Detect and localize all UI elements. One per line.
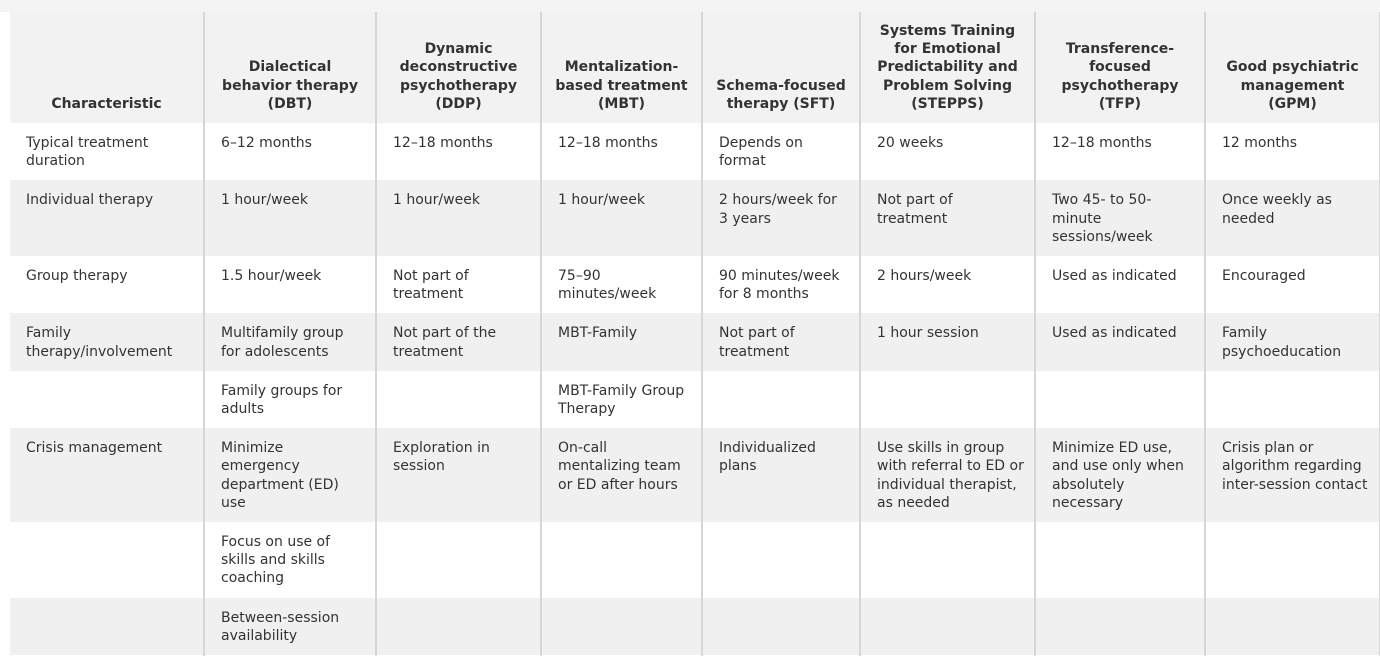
table-cell: Between-session availability [204,598,376,655]
table-row [10,256,1380,313]
table-cell: Not part of treatment [376,256,541,313]
header-cell: Mentalization-based treatment (MBT) [541,12,702,123]
table-cell [10,598,204,655]
table-row [10,313,1380,370]
table-cell: Family psychoeducation [1205,313,1380,370]
table-cell: Typical treatment duration [10,123,204,180]
table-cell [541,598,702,655]
table-cell: Crisis plan or algorithm regarding inter-session contact [1205,428,1380,522]
table-cell: Exploration in session [376,428,541,522]
comparison-table [10,12,1380,656]
table-cell [702,371,860,428]
table-cell [376,371,541,428]
table-cell: Minimize ED use, and use only when absolutely necessary [1035,428,1205,522]
table-cell [376,522,541,598]
table-row [10,180,1380,256]
header-cell: Dialectical behavior therapy (DBT) [204,12,376,123]
header-cell: Systems Training for Emotional Predictability and Problem Solving (STEPPS) [860,12,1035,123]
table-cell [10,522,204,598]
table-cell: Minimize emergency department (ED) use [204,428,376,522]
table-cell: 1 hour/week [376,180,541,256]
table-cell: 75–90 minutes/week [541,256,702,313]
table-cell: Encouraged [1205,256,1380,313]
table-row [10,123,1380,180]
table-cell: Family groups for adults [204,371,376,428]
header-row [10,12,1380,123]
table-cell: 12–18 months [376,123,541,180]
table-cell: MBT-Family [541,313,702,370]
table-cell [1035,371,1205,428]
table-cell: Crisis management [10,428,204,522]
header-cell: Transference-focused psychotherapy (TFP) [1035,12,1205,123]
table-cell [10,371,204,428]
table-cell: 6–12 months [204,123,376,180]
table-cell: Not part of treatment [860,180,1035,256]
header-cell: Good psychiatric management (GPM) [1205,12,1380,123]
table-cell: Not part of treatment [702,313,860,370]
table-cell [376,598,541,655]
table-cell: 20 weeks [860,123,1035,180]
table-cell [860,598,1035,655]
table-cell: Individual therapy [10,180,204,256]
table-row [10,522,1380,598]
table-row [10,598,1380,655]
table-cell: 1 hour session [860,313,1035,370]
table-cell [1035,598,1205,655]
table-cell: Family therapy/involvement [10,313,204,370]
table-cell: Group therapy [10,256,204,313]
table-cell: Two 45- to 50-minute sessions/week [1035,180,1205,256]
header-cell: Dynamic deconstructive psychotherapy (DDP) [376,12,541,123]
table-cell [1205,371,1380,428]
table-row [10,371,1380,428]
table-cell: Individualized plans [702,428,860,522]
table-cell [860,522,1035,598]
top-strip [0,0,1380,12]
table-cell: 12–18 months [1035,123,1205,180]
table-cell: MBT-Family Group Therapy [541,371,702,428]
table-cell [1205,598,1380,655]
table-cell: Depends on format [702,123,860,180]
table-cell: 12 months [1205,123,1380,180]
table-cell: Multifamily group for adolescents [204,313,376,370]
table-cell: Used as indicated [1035,256,1205,313]
table-cell: 12–18 months [541,123,702,180]
table-cell: Used as indicated [1035,313,1205,370]
table-cell [541,522,702,598]
table-cell: Use skills in group with referral to ED or individual therapist, as needed [860,428,1035,522]
table-cell: 2 hours/week for 3 years [702,180,860,256]
table-row [10,428,1380,522]
header-cell: Schema-focused therapy (SFT) [702,12,860,123]
table-cell [1205,522,1380,598]
table-cell [1035,522,1205,598]
table-cell [702,522,860,598]
table-cell: 90 minutes/week for 8 months [702,256,860,313]
table-cell [860,371,1035,428]
table-cell: On-call mentalizing team or ED after hours [541,428,702,522]
table-cell [702,598,860,655]
table-cell: Once weekly as needed [1205,180,1380,256]
table-cell: 1.5 hour/week [204,256,376,313]
table-cell: Focus on use of skills and skills coaching [204,522,376,598]
table-cell: 1 hour/week [541,180,702,256]
table-cell: Not part of the treatment [376,313,541,370]
table-cell: 2 hours/week [860,256,1035,313]
header-cell: Characteristic [10,12,204,123]
table-cell: 1 hour/week [204,180,376,256]
